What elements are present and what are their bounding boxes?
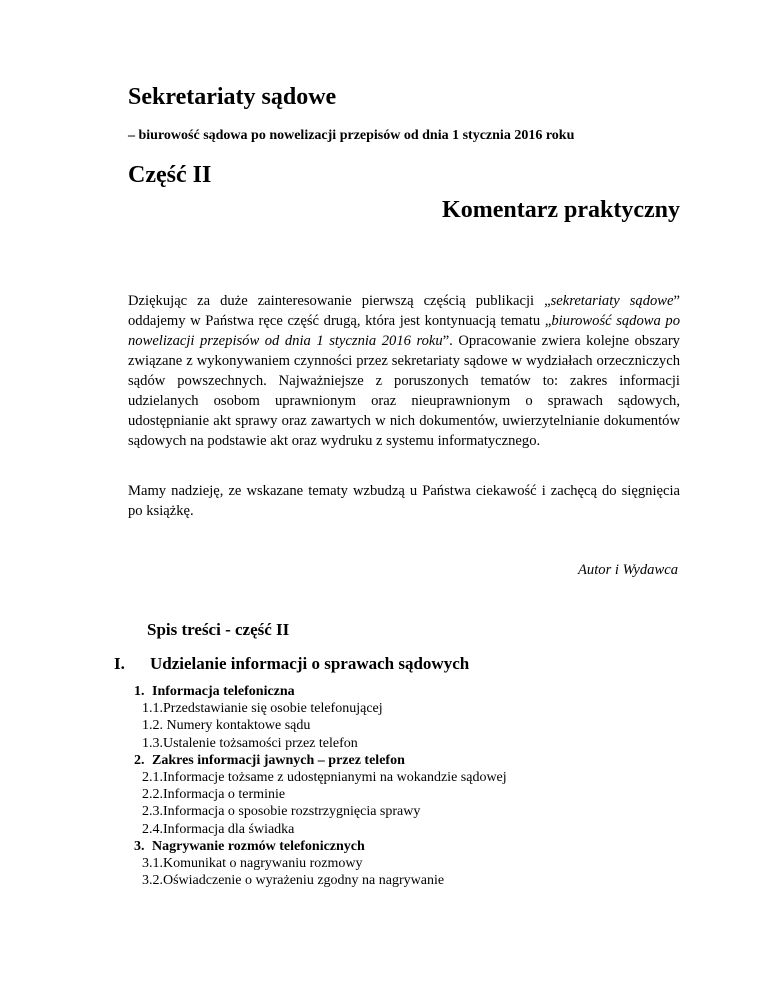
document-subtitle: – biurowość sądowa po nowelizacji przepisów od dnia 1 stycznia 2016 roku (128, 128, 575, 143)
intro-text-2: ” oddajemy w Państwa ręce część drugą, która jest kontynuacją tematu „ (128, 293, 681, 329)
intro-text-3: ”. Opracowanie zwiera kolejne obszary związane z wykonywaniem czynności przez sekretariaty sądowe w wydziałach orzeczniczych sądów powszechnych. Najważniejsze z poruszonych tematów to: zakres informacji udzielanych osobom uprawnionym oraz nieuprawnionym o sprawach sądowych, udostępnianie akt sprawy oraz zawartych w nich dokumentów, uwierzytelnianie dokumentów sądowych na podstawie akt oraz wydruku z systemu informatycznego. (128, 333, 680, 449)
toc-group-title: Nagrywanie rozmów telefonicznych (152, 838, 365, 854)
toc-group-title: Zakres informacji jawnych – przez telefon (152, 752, 405, 768)
document-title: Sekretariaty sądowe (128, 84, 337, 110)
intro-text-1: Dziękując za duże zainteresowanie pierwszą częścią publikacji „ (128, 293, 551, 309)
list-item: 2.4.Informacja dla świadka (142, 821, 295, 837)
intro-italic-1: sekretariaty sądowe (550, 293, 674, 309)
list-item: 3.2.Oświadczenie o wyrażeniu zgodny na nagrywanie (142, 873, 445, 889)
author-signature: Autor i Wydawca (578, 562, 678, 578)
toc-section-heading (114, 654, 469, 674)
toc-title: Spis treści - część II (147, 620, 290, 639)
list-item: 1.3.Ustalenie tożsamości przez telefon (142, 735, 358, 751)
toc-group-2 (134, 752, 507, 769)
toc-group-number: 3. (134, 838, 145, 854)
toc-group-title: Informacja telefoniczna (152, 684, 295, 699)
toc-section-number: I. (114, 654, 125, 673)
part-heading: Część II (128, 162, 212, 188)
list-item: 3.1.Komunikat o nagrywaniu rozmowy (142, 856, 363, 872)
list-item: 2.1.Informacje tożsame z udostępnianymi na wokandzie sądowej (142, 770, 507, 786)
toc-group-number: 2. (134, 752, 145, 768)
list-item: 1.2. Numery kontaktowe sądu (142, 718, 311, 734)
commentary-heading: Komentarz praktyczny (442, 197, 680, 223)
toc-group-1 (134, 683, 507, 700)
toc-group-number: 1. (134, 684, 145, 699)
intro-italic-2: biurowość sądowa po nowelizacji przepisów od dnia 1 stycznia 2016 roku (128, 313, 681, 349)
list-item: 2.3.Informacja o sposobie rozstrzygnięcia sprawy (142, 804, 421, 820)
intro-paragraph (128, 291, 680, 451)
list-item: 2.2.Informacja o terminie (142, 787, 286, 803)
toc-section-title: Udzielanie informacji o sprawach sądowych (150, 654, 470, 673)
table-of-contents (134, 683, 507, 889)
list-item: 1.1.Przedstawianie się osobie telefonującej (142, 701, 383, 717)
thanks-paragraph: Mamy nadzieję, ze wskazane tematy wzbudzą u Państwa ciekawość i zachęcą do sięgnięcia po książkę. (128, 483, 680, 519)
toc-group-3 (134, 838, 507, 855)
